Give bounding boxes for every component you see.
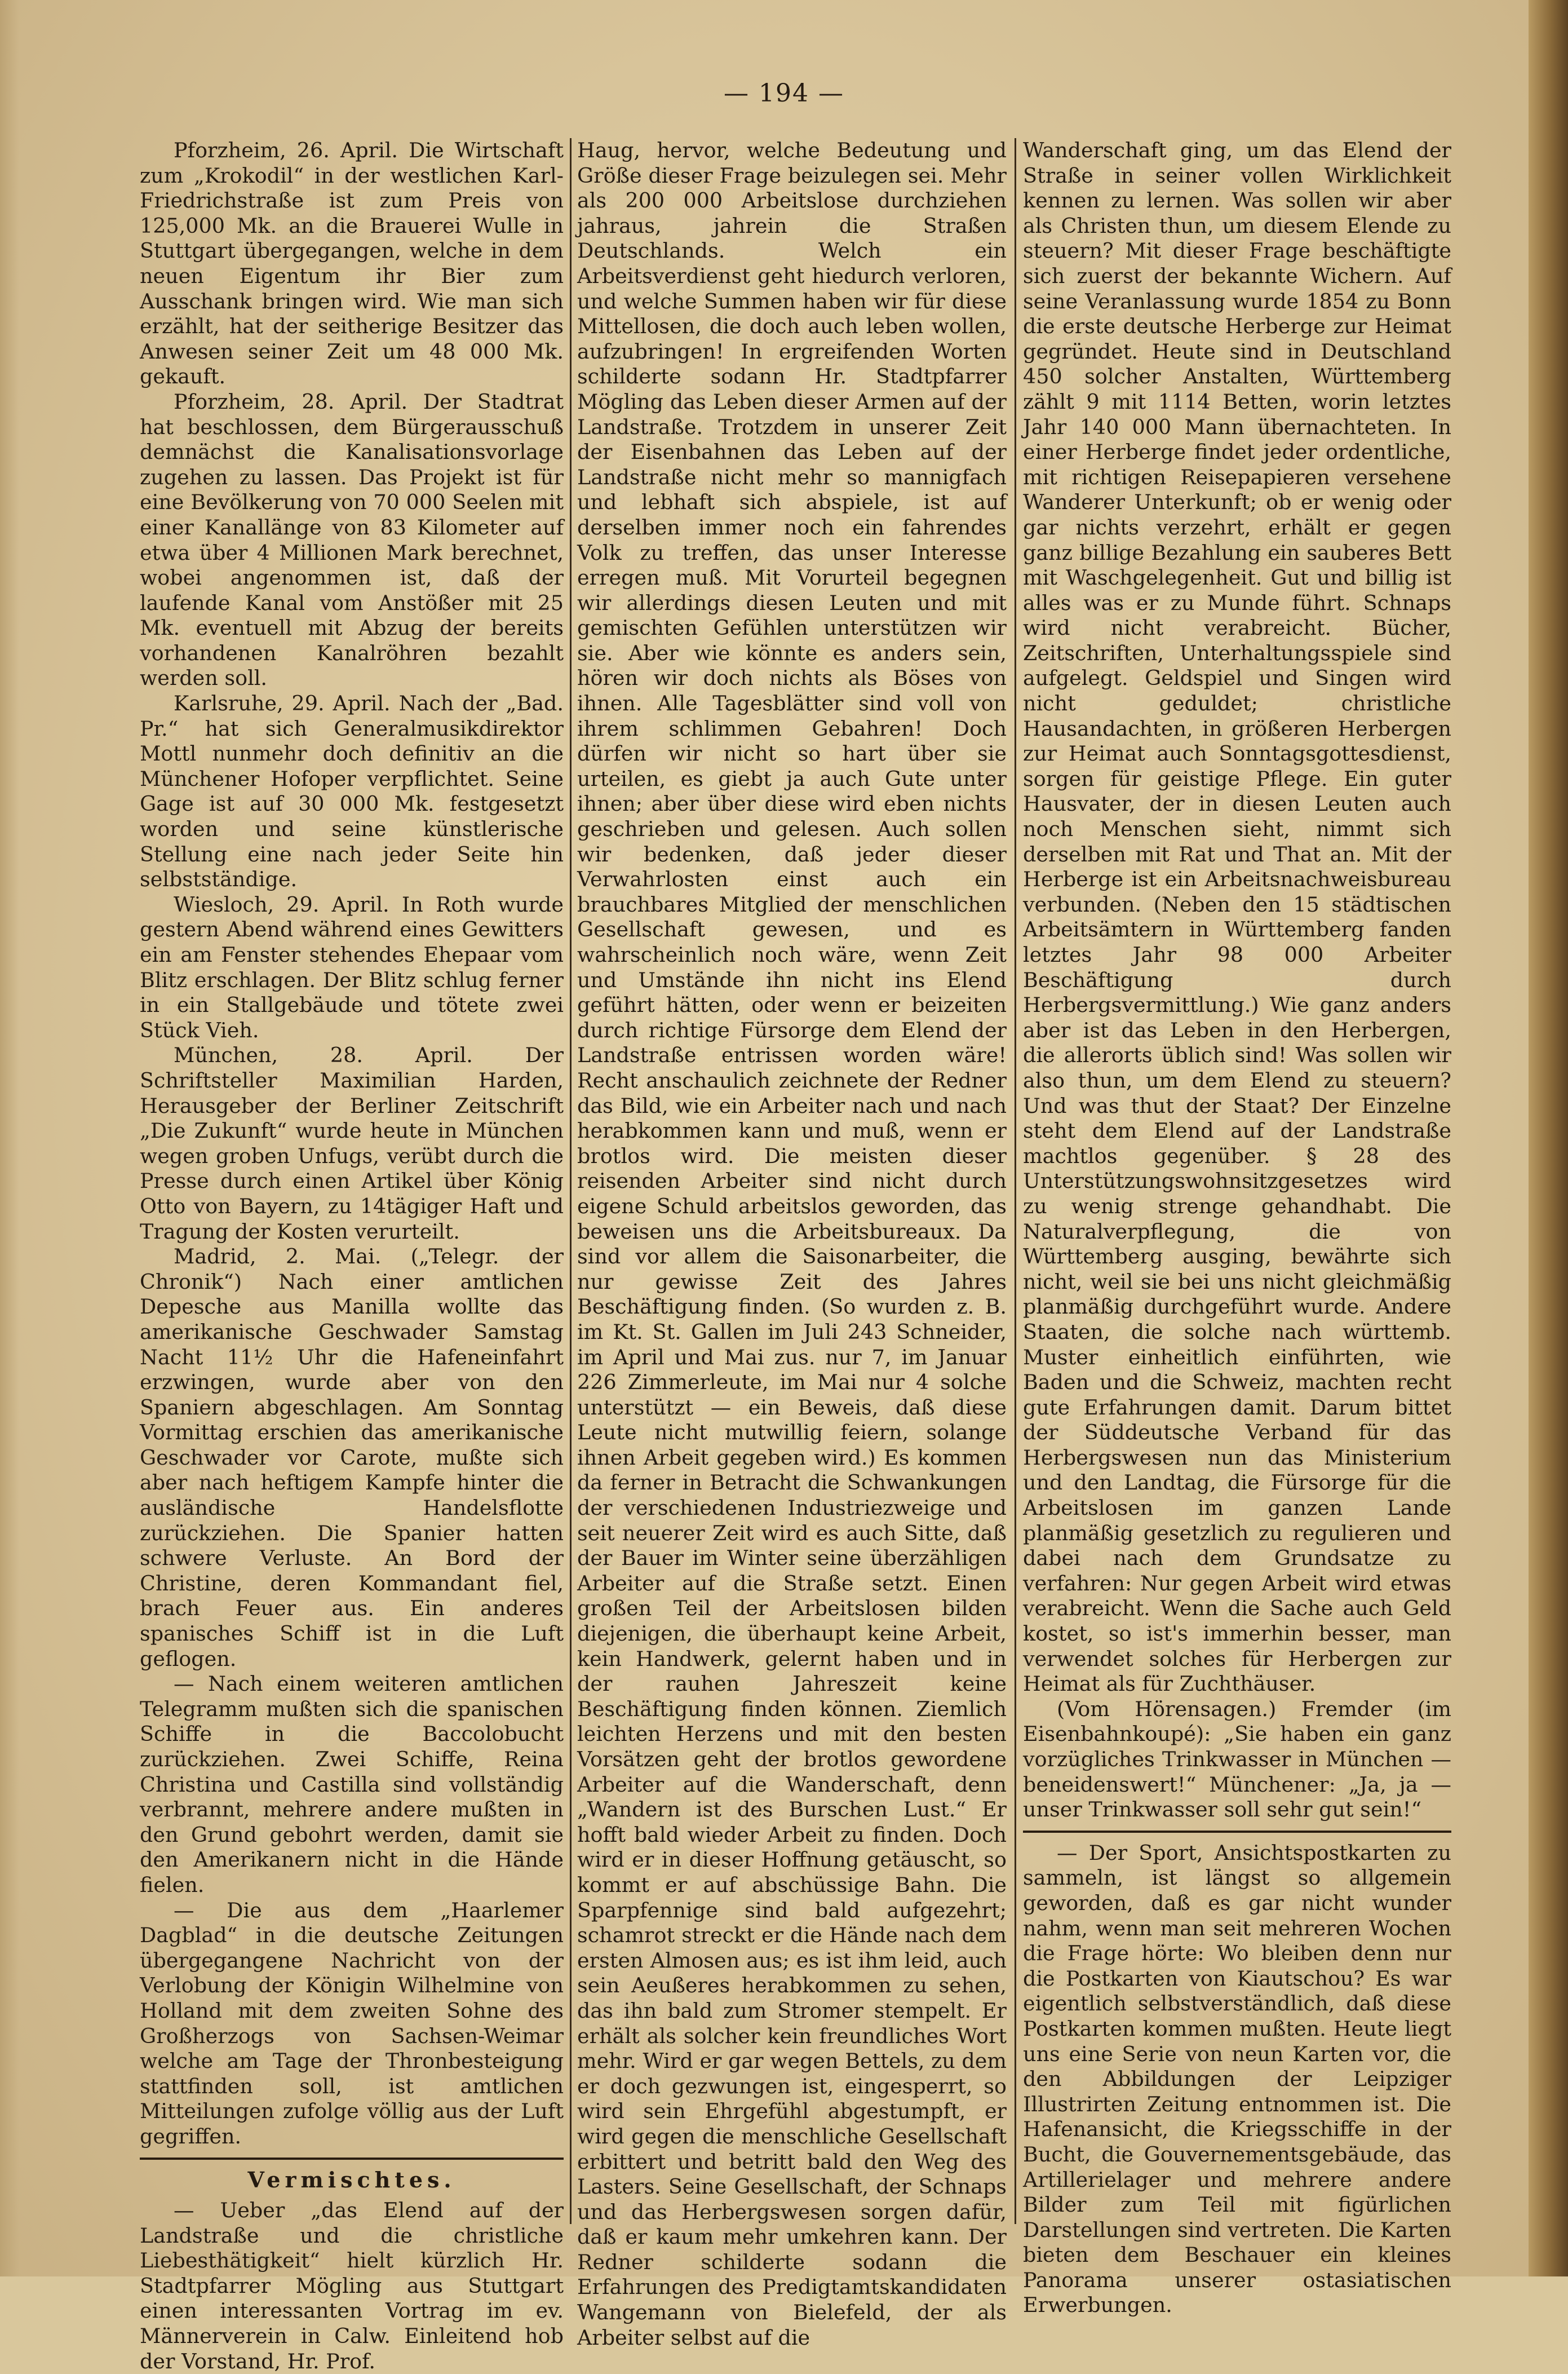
section-divider [140,2158,564,2160]
section-heading: Vermischtes. [247,2167,456,2192]
page-number: — 194 — [724,79,844,108]
page-left-edge [0,0,19,2276]
article-paragraph: Karlsruhe, 29. April. Nach der „Bad. Pr.“ hat sich Generalmusikdirektor Mottl nunmehr doch definitiv an die Münchener Hofoper verpflichtet. Seine Gage ist auf 30 000 Mk. festgesetzt worden und seine künstlerische Stellung eine nach jeder Seite hin selbstständige. [140,691,564,892]
article-paragraph: Wiesloch, 29. April. In Roth wurde gestern Abend während eines Gewitters ein am Fenster stehendes Ehepaar vom Blitz erschlagen. Der Blitz schlug ferner in ein Stallgebäude und tötete zwei Stück Vieh. [140,892,564,1042]
column-rule-1 [570,138,572,2224]
article-paragraph: (Vom Hörensagen.) Fremder (im Eisenbahnkoupé): „Sie haben ein ganz vorzügliches Trinkwasser in München — beneidenswert!“ Münchener: „Ja, ja — unser Trinkwasser soll sehr gut sein!“ [1023,1696,1451,1822]
column-rule-2 [1015,138,1016,2224]
article-paragraph: Pforzheim, 28. April. Der Stadtrat hat beschlossen, dem Bürgerausschuß demnächst die Kanalisationsvorlage zugehen zu lassen. Das Projekt ist für eine Bevölkerung von 70 000 Seelen mit einer Kanallänge von 83 Kilometer auf etwa über 4 Millionen Mark berechnet, wobei angenommen ist, daß der laufende Kanal vom Anstößer mit 25 Mk. eventuell mit Abzug der bereits vorhandenen Kanalröhren bezahlt werden soll. [140,389,564,691]
article-paragraph: Madrid, 2. Mai. („Telegr. der Chronik“) Nach einer amtlichen Depesche aus Manilla wollte das amerikanische Geschwader Samstag Nacht 11½ Uhr die Hafeneinfahrt erzwingen, wurde aber von den Spaniern abgeschlagen. Am Sonntag Vormittag erschien das amerikanische Geschwader vor Carote, mußte sich aber nach heftigem Kampfe hinter die ausländische Handelsflotte zurückziehen. Die Spanier hatten schwere Verluste. An Bord der Christine, deren Kommandant fiel, brach Feuer aus. Ein anderes spanisches Schiff ist in die Luft geflogen. [140,1244,564,1671]
article-paragraph: Wanderschaft ging, um das Elend der Straße in seiner vollen Wirklichkeit kennen zu lernen. Was sollen wir aber als Christen thun, um diesem Elende zu steuern? Mit dieser Frage beschäftigte sich zuerst der bekannte Wichern. Auf seine Veranlassung wurde 1854 zu Bonn die erste deutsche Herberge zur Heimat gegründet. Heute sind in Deutschland 450 solcher Anstalten, Württemberg zählt 9 mit 1114 Betten, worin letztes Jahr 140 000 Mann übernachteten. In einer Herberge findet jeder ordentliche, mit richtigen Reisepapieren versehene Wanderer Unterkunft; ob er wenig oder gar nichts verzehrt, erhält er gegen ganz billige Bezahlung ein sauberes Bett mit Waschgelegenheit. Gut und billig ist alles was er zu Munde führt. Schnaps wird nicht verabreicht. Bücher, Zeitschriften, Unterhaltungsspiele sind aufgelegt. Geldspiel und Singen wird nicht geduldet; christliche Hausandachten, in größeren Herbergen zur Heimat auch Sonntagsgottesdienst, sorgen für geistige Pflege. Ein guter Hausvater, der in diesen Leuten auch noch Menschen sieht, nimmt sich derselben mit Rat und That an. Mit der Herberge ist ein Arbeitsnachweisbureau verbunden. (Neben den 15 städtischen Arbeitsämtern in Württemberg fanden letztes Jahr 98 000 Arbeiter Beschäftigung durch Herbergsvermittlung.) Wie ganz anders aber ist das Leben in den Herbergen, die allerorts üblich sind! Was sollen wir also thun, um dem Elend zu steuern? Und was thut der Staat? Der Einzelne steht dem Elend auf der Landstraße machtlos gegenüber. § 28 des Unterstützungswohnsitzgesetzes wird zu wenig strenge gehandhabt. Die Naturalverpflegung, die von Württemberg ausging, bewährte sich nicht, weil sie bei uns nicht gleichmäßig planmäßig durchgeführt wurde. Andere Staaten, die solche nach württemb. Muster einheitlich einführten, wie Baden und die Schweiz, machten recht gute Erfahrungen damit. Darum bittet der Süddeutsche Verband für das Herbergswesen nun das Ministerium und den Landtag, die Fürsorge für die Arbeitslosen im ganzen Lande planmäßig gesetzlich zu regulieren und dabei nach dem Grundsatze zu verfahren: Nur gegen Arbeit wird etwas verabreicht. Wenn die Sache auch Geld kostet, so ist's immerhin besser, man verwendet solches für Herbergen zur Heimat als für Zuchthäuser. [1023,138,1451,1696]
article-paragraph: München, 28. April. Der Schriftsteller Maximilian Harden, Herausgeber der Berliner Zeitschrift „Die Zukunft“ wurde heute in München wegen groben Unfugs, verübt durch die Presse durch einen Artikel über König Otto von Bayern, zu 14tägiger Haft und Tragung der Kosten verurteilt. [140,1043,564,1244]
column-2 [577,138,1007,2350]
article-paragraph: Haug, hervor, welche Bedeutung und Größe dieser Frage beizulegen sei. Mehr als 200 000 Arbeitslose durchziehen jahraus, jahrein die Straßen Deutschlands. Welch ein Arbeitsverdienst geht hiedurch verloren, und welche Summen haben wir für diese Mittellosen, die doch auch leben wollen, aufzubringen! In ergreifenden Worten schilderte sodann Hr. Stadtpfarrer Mögling das Leben dieser Armen auf der Landstraße. Trotzdem in unserer Zeit der Eisenbahnen das Leben auf der Landstraße nicht mehr so mannigfach und lebhaft sich abspiele, ist auf derselben immer noch ein fahrendes Volk zu treffen, das unser Interesse erregen muß. Mit Vorurteil begegnen wir allerdings diesen Leuten und mit gemischten Gefühlen unterstützen wir sie. Aber wie könnte es anders sein, hören wir doch nichts als Böses von ihnen. Alle Tagesblätter sind voll von ihrem schlimmen Gebahren! Doch dürfen wir nicht so hart über sie urteilen, es giebt ja auch Gute unter ihnen; aber über diese wird eben nichts geschrieben und gelesen. Auch sollen wir bedenken, daß jeder dieser Verwahrlosten einst auch ein brauchbares Mitglied der menschlichen Gesellschaft gewesen, und es wahrscheinlich noch wäre, wenn Zeit und Umstände ihn nicht ins Elend geführt hätten, oder wenn er beizeiten durch richtige Fürsorge dem Elend der Landstraße entrissen worden wäre! Recht anschaulich zeichnete der Redner das Bild, wie ein Arbeiter nach und nach herabkommen kann und muß, wenn er brotlos wird. Die meisten dieser reisenden Arbeiter sind nicht durch eigene Schuld arbeitslos geworden, das beweisen uns die Arbeitsbureaux. Da sind vor allem die Saisonarbeiter, die nur gewisse Zeit des Jahres Beschäftigung finden. (So wurden z. B. im Kt. St. Gallen im Juli 243 Schneider, im April und Mai zus. nur 7, im Januar 226 Zimmerleute, im Mai nur 4 solche unterstützt — ein Beweis, daß diese Leute nicht mutwillig feiern, solange ihnen Arbeit gegeben wird.) Es kommen da ferner in Betracht die Schwankungen der verschiedenen Industriezweige und seit neuerer Zeit wird es auch Sitte, daß der Bauer im Winter seine überzähligen Arbeiter auf die Straße setzt. Einen großen Teil der Arbeitslosen bilden diejenigen, die überhaupt keine Arbeit, kein Handwerk, gelernt haben und in der rauhen Jahreszeit keine Beschäftigung finden können. Ziemlich leichten Herzens und mit den besten Vorsätzen geht der brotlos gewordene Arbeiter auf die Wanderschaft, denn „Wandern ist des Burschen Lust.“ Er hofft bald wieder Arbeit zu finden. Doch wird er in dieser Hoffnung getäuscht, so kommt er auf abschüssige Bahn. Die Sparpfennige sind bald aufgezehrt; schamrot streckt er die Hände nach dem ersten Almosen aus; es ist ihm leid, auch sein Aeußeres herabkommen zu sehen, das ihn bald zum Stromer stempelt. Er erhält als solcher kein freundliches Wort mehr. Wird er gar wegen Bettels, zu dem er doch gezwungen ist, eingesperrt, so wird sein Ehrgefühl abgestumpft, er wird gegen die menschliche Gesellschaft erbittert und betritt bald den Weg des Lasters. Seine Gesellschaft, der Schnaps und das Herbergswesen sorgen dafür, daß er kaum mehr umkehren kann. Der Redner schilderte sodann die Erfahrungen des Predigtamtskandidaten Wangemann von Bielefeld, der als Arbeiter selbst auf die [577,138,1007,2350]
section-divider [1023,1831,1451,1833]
column-1 [140,138,564,2373]
article-paragraph: — Ueber „das Elend auf der Landstraße und die christliche Liebesthätigkeit“ hielt kürzlich Hr. Stadtpfarrer Mögling aus Stuttgart einen interessanten Vortrag im ev. Männerverein in Calw. Einleitend hob der Vorstand, Hr. Prof. [140,2198,564,2373]
page-binding-edge [1529,0,1568,2276]
column-3 [1023,138,1451,2318]
article-paragraph: Pforzheim, 26. April. Die Wirtschaft zum „Krokodil“ in der westlichen Karl-Friedrichstraße ist zum Preis von 125,000 Mk. an die Brauerei Wulle in Stuttgart übergegangen, welche in dem neuen Eigentum ihr Bier zum Ausschank bringen wird. Wie man sich erzählt, hat der seitherige Besitzer das Anwesen seiner Zeit um 48 000 Mk. gekauft. [140,138,564,389]
article-paragraph: — Nach einem weiteren amtlichen Telegramm mußten sich die spanischen Schiffe in die Baccolobucht zurückziehen. Zwei Schiffe, Reina Christina und Castilla sind vollständig verbrannt, mehrere andere mußten in den Grund gebohrt werden, damit sie den Amerikanern nicht in die Hände fielen. [140,1672,564,1897]
article-paragraph: — Der Sport, Ansichtspostkarten zu sammeln, ist längst so allgemein geworden, daß es gar nicht wunder nahm, wenn man seit mehreren Wochen die Frage hörte: Wo bleiben denn nur die Postkarten von Kiautschou? Es war eigentlich selbstverständlich, daß diese Postkarten kommen mußten. Heute liegt uns eine Serie von neun Karten vor, die den Abbildungen der Leipziger Illustrirten Zeitung entnommen ist. Die Hafenansicht, die Kriegsschiffe in der Bucht, die Gouvernementsgebäude, das Artillerielager und mehrere andere Bilder zum Teil mit figürlichen Darstellungen sind vertreten. Die Karten bieten dem Beschauer ein kleines Panorama unserer ostasiatischen Erwerbungen. [1023,1840,1451,2318]
article-paragraph: — Die aus dem „Haarlemer Dagblad“ in die deutsche Zeitungen übergegangene Nachricht von der Verlobung der Königin Wilhelmine von Holland mit dem zweiten Sohne des Großherzogs von Sachsen-Weimar welche am Tage der Thronbesteigung stattfinden soll, ist amtlichen Mitteilungen zufolge völlig aus der Luft gegriffen. [140,1898,564,2148]
